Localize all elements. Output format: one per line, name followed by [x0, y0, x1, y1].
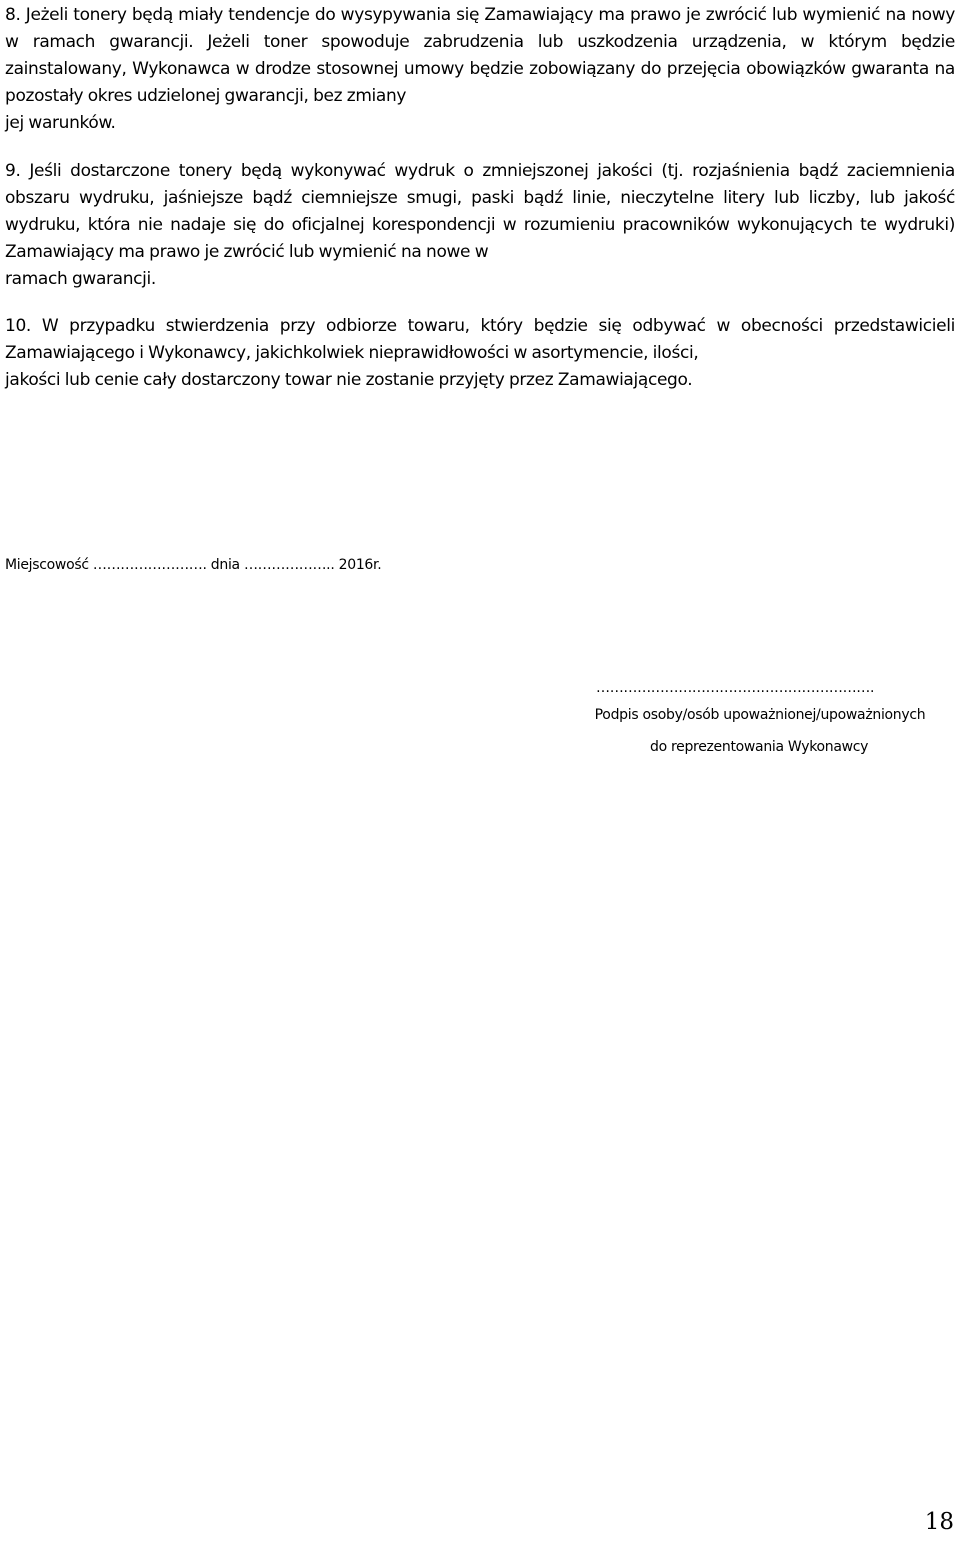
paragraph-10 [5, 313, 955, 394]
place-date-line: Miejscowość ……………………. dnia ……………….. 2016r. [5, 557, 382, 573]
signature-caption-line-2: do reprezentowania Wykonawcy [650, 739, 869, 755]
paragraph-8 [5, 2, 955, 137]
paragraph-9-body: 9. Jeśli dostarczone tonery będą wykonywać wydruk o zmniejszonej jakości (tj. rozjaśnienia bądź zaciemnienia obszaru wydruku, jaśniejsze bądź ciemniejsze smugi, paski bądź linie, nieczytelne litery lub liczby, lub jakość wydruku, która nie nadaje się do oficjalnej korespondencji w rozumieniu pracowników wykonujących te wydruki) Zamawiający ma prawo je zwrócić lub wymienić na nowe w [5, 161, 955, 262]
paragraph-10-last-line: jakości lub cenie cały dostarczony towar nie zostanie przyjęty przez Zamawiającego. [5, 370, 693, 390]
signature-dotted-line: ……………………………………………………. [596, 680, 875, 696]
paragraph-10-body: 10. W przypadku stwierdzenia przy odbiorze towaru, który będzie się odbywać w obecności przedstawicieli Zamawiającego i Wykonawcy, jakichkolwiek nieprawidłowości w asortymencie, ilości, [5, 316, 955, 363]
signature-caption-line-1: Podpis osoby/osób upoważnionej/upoważnionych [594, 707, 926, 723]
paragraph-9-last-line: ramach gwarancji. [5, 269, 156, 289]
paragraph-8-body: 8. Jeżeli tonery będą miały tendencje do wysypywania się Zamawiający ma prawo je zwrócić lub wymienić na nowy w ramach gwarancji. Jeżeli toner spowoduje zabrudzenia lub uszkodzenia urządzenia, w którym będzie zainstalowany, Wykonawca w drodze stosownej umowy będzie zobowiązany do przejęcia obowiązków gwaranta na pozostały okres udzielonej gwarancji, bez zmiany [5, 5, 955, 106]
paragraph-9 [5, 158, 955, 293]
paragraph-8-last-line: jej warunków. [5, 113, 116, 133]
page-number: 18 [924, 1509, 954, 1535]
